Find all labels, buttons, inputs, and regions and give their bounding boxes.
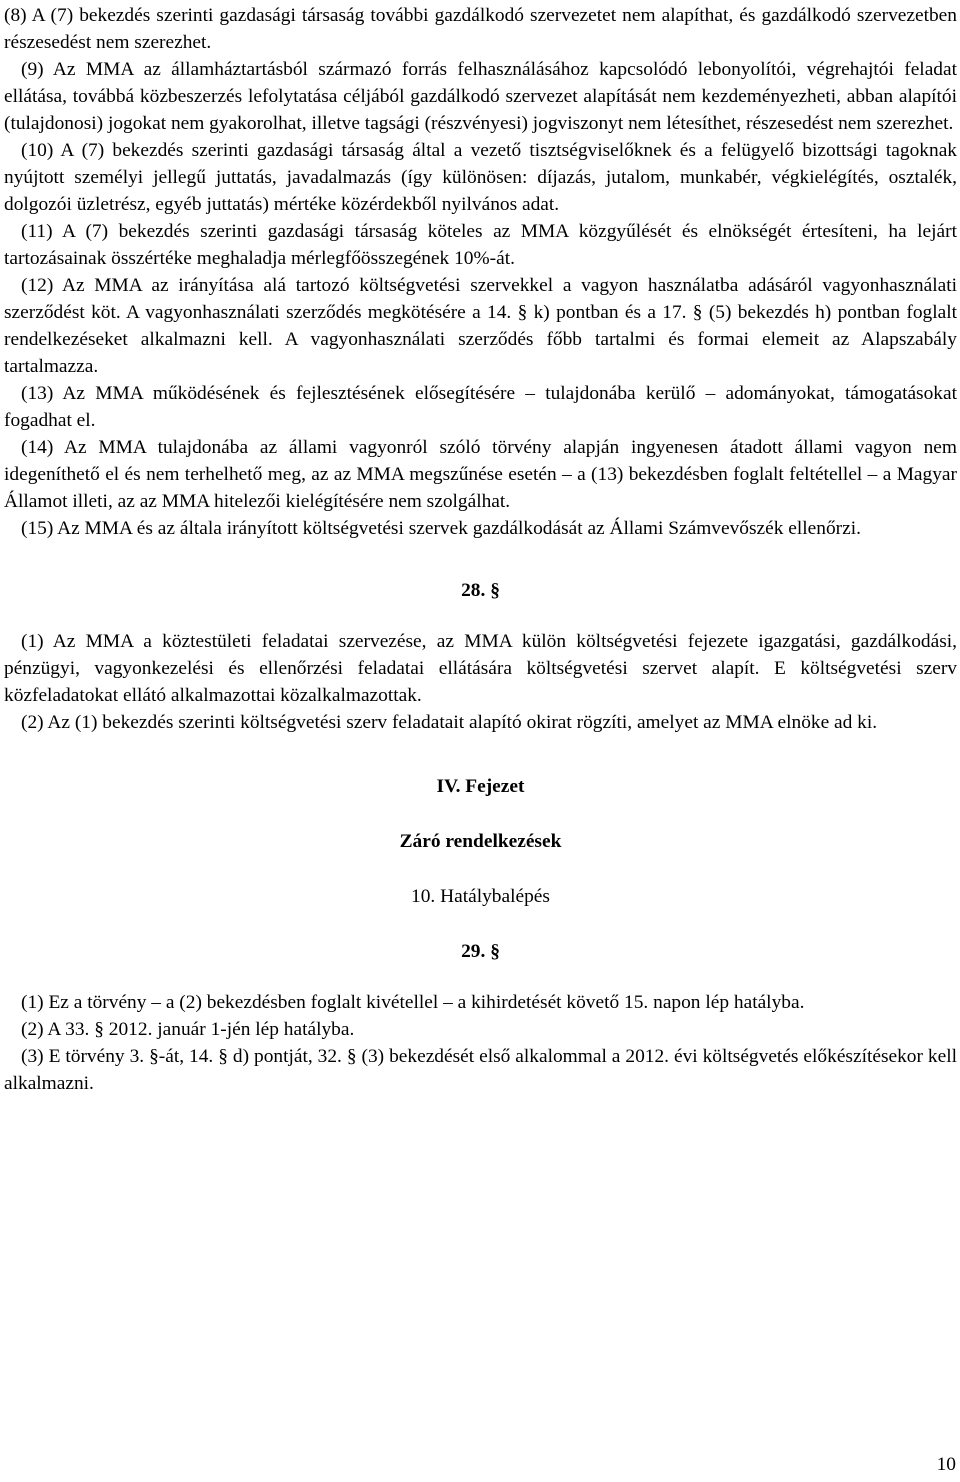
section-29-paragraph-2: (2) A 33. § 2012. január 1-jén lép hatályba. (21, 1019, 355, 1040)
page-number: 10 (936, 1454, 956, 1475)
document-page (4, 2, 957, 1097)
paragraph-9: (9) Az MMA az államháztartásból származó forrás felhasználásához kapcsolódó lebonyolítói, végrehajtói feladat ellátása, továbbá közbeszerzés lefolytatása céljából gazdálkodó szervezet alapítását nem kezdeményezheti, abban alapítói (tulajdonosi) jogokat nem gyakorolhat, illetve tagsági (részvényesi) jogviszonyt nem létesíthet, részesedést nem szerezhet. (4, 59, 957, 134)
section-28-paragraph-1: (1) Az MMA a köztestületi feladatai szervezése, az MMA külön költségvetési fejezete igazgatási, gazdálkodási, pénzügyi, vagyonkezelési és ellenőrzési feladatai ellátására költségvetési szervet alapít. E költségvetési szerv közfeladatokat ellátó alkalmazottai közalkalmazottak. (4, 631, 957, 706)
paragraph-8: (8) A (7) bekezdés szerinti gazdasági társaság további gazdálkodó szervezetet nem alapíthat, és gazdálkodó szervezetben részesedést nem szerezhet. (4, 5, 957, 53)
section-heading-28: 28. § (461, 580, 500, 601)
paragraph-15: (15) Az MMA és az általa irányított költségvetési szervek gazdálkodását az Állami Számvevőszék ellenőrzi. (21, 518, 861, 539)
paragraph-10: (10) A (7) bekezdés szerinti gazdasági társaság által a vezető tisztségviselőknek és a felügyelő bizottsági tagoknak nyújtott személyi jellegű juttatás, javadalmazás (így különösen: díjazás, jutalom, munkabér, végkielégítés, osztalék, dolgozói üzletrész, egyéb juttatás) mértéke közérdekből nyilvános adat. (4, 140, 957, 215)
paragraph-11: (11) A (7) bekezdés szerinti gazdasági társaság köteles az MMA közgyűlését és elnökségét értesíteni, ha lejárt tartozásainak összértéke meghaladja mérlegfőösszegének 10%-át. (4, 221, 957, 269)
section-29-paragraph-1: (1) Ez a törvény – a (2) bekezdésben foglalt kivétellel – a kihirdetését követő 15. napon lép hatályba. (21, 992, 805, 1013)
chapter-number: IV. Fejezet (436, 776, 525, 797)
section-29-paragraph-3: (3) E törvény 3. §-át, 14. § d) pontját, 32. § (3) bekezdését első alkalommal a 2012. évi költségvetés előkészítésekor kell alkalmazni. (4, 1046, 957, 1094)
paragraph-14: (14) Az MMA tulajdonába az állami vagyonról szóló törvény alapján ingyenesen átadott állami vagyon nem idegeníthető el és nem terhelhető meg, az az MMA megszűnése esetén – a (13) bekezdésben foglalt feltétellel – a Magyar Államot illeti, az az MMA hitelezői kielégítésére nem szolgálhat. (4, 437, 957, 512)
paragraph-12: (12) Az MMA az irányítása alá tartozó költségvetési szervekkel a vagyon használatba adásáról vagyonhasználati szerződést köt. A vagyonhasználati szerződés megkötésére a 14. § k) pontban és a 17. § (5) bekezdés h) pontban foglalt rendelkezéseket alkalmazni kell. A vagyonhasználati szerződés főbb tartalmi és formai elemeit az Alapszabály tartalmazza. (4, 275, 957, 377)
chapter-title: Záró rendelkezések (399, 831, 562, 852)
section-28-paragraph-2: (2) Az (1) bekezdés szerinti költségvetési szerv feladatait alapító okirat rögzíti, amelyet az MMA elnöke ad ki. (21, 712, 878, 733)
chapter-subtitle: 10. Hatálybalépés (411, 886, 550, 907)
paragraph-13: (13) Az MMA működésének és fejlesztésének elősegítésére – tulajdonába kerülő – adományokat, támogatásokat fogadhat el. (4, 383, 957, 431)
section-heading-29: 29. § (461, 941, 500, 962)
